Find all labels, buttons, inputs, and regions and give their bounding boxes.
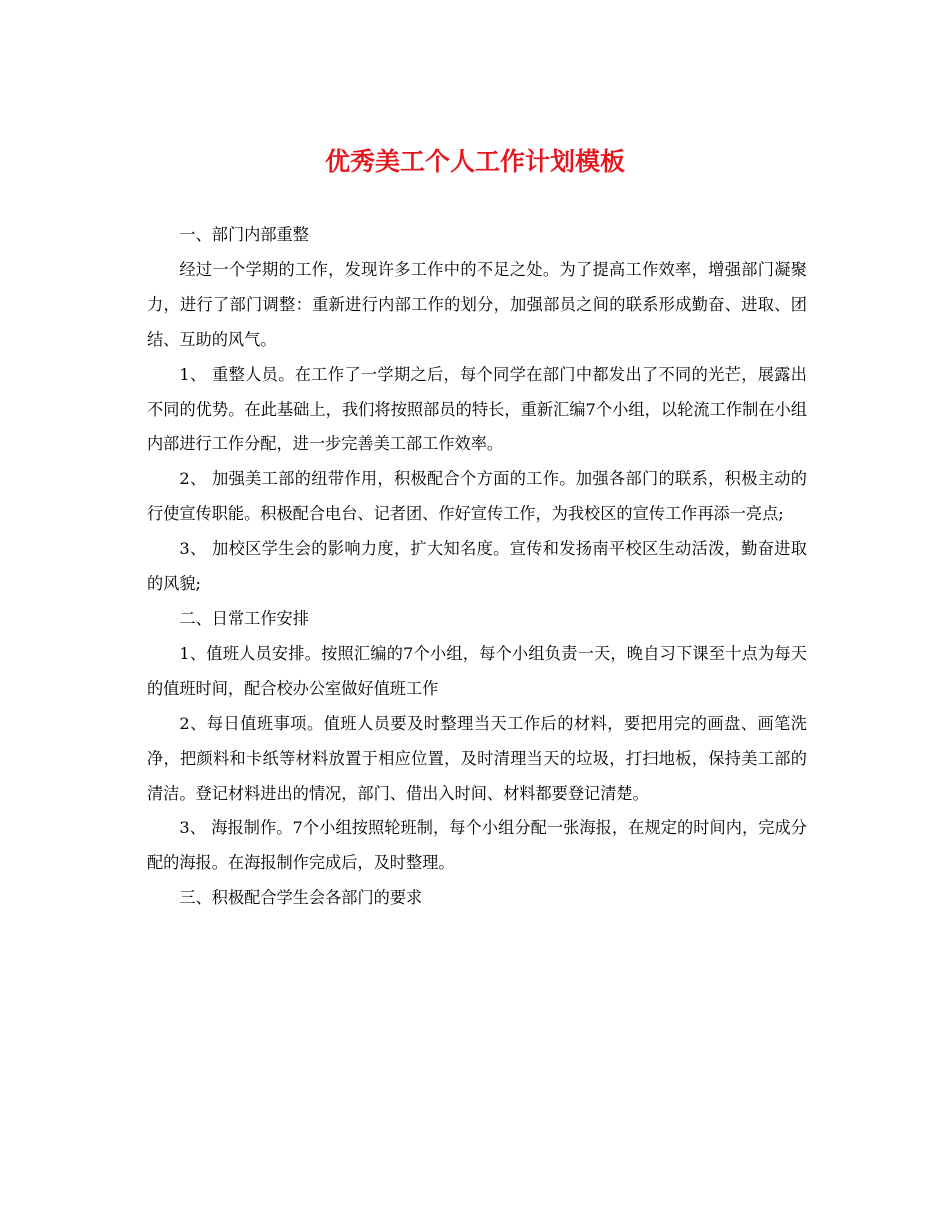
section-heading: 三、积极配合学生会各部门的要求: [179, 888, 423, 908]
document-title: 优秀美工个人工作计划模板: [324, 147, 625, 176]
section-heading: 二、日常工作安排: [179, 608, 309, 628]
list-item: 1、值班人员安排。按照汇编的7个小组，每个小组负责一天，晚自习下课至十点为每天的值班时间，配合校办公室做好值班工作: [147, 643, 807, 698]
document-body: [147, 218, 807, 916]
paragraph: 经过一个学期的工作，发现许多工作中的不足之处。为了提高工作效率，增强部门凝聚力，进行了部门调整：重新进行内部工作的划分，加强部员之间的联系形成勤奋、进取、团结、互助的风气。: [147, 259, 807, 349]
list-item: 3、 海报制作。7个小组按照轮班制，每个小组分配一张海报，在规定的时间内，完成分配的海报。在海报制作完成后，及时整理。: [147, 818, 807, 873]
section-heading: 一、部门内部重整: [179, 225, 309, 244]
list-item: 2、 加强美工部的纽带作用，积极配合个方面的工作。加强各部门的联系，积极主动的行使宣传职能。积极配合电台、记者团、作好宣传工作，为我校区的宣传工作再添一亮点;: [147, 469, 807, 524]
list-item: 2、每日值班事项。值班人员要及时整理当天工作后的材料，要把用完的画盘、画笔洗净，把颜料和卡纸等材料放置于相应位置，及时清理当天的垃圾，打扫地板，保持美工部的清洁。登记材料进出的情况，部门、借出入时间、材料都要登记清楚。: [147, 713, 807, 803]
list-item: 1、 重整人员。在工作了一学期之后，每个同学在部门中都发出了不同的光芒，展露出不同的优势。在此基础上，我们将按照部员的特长，重新汇编7个小组，以轮流工作制在小组内部进行工作分配，进一步完善美工部工作效率。: [147, 364, 807, 454]
list-item: 3、 加校区学生会的影响力度，扩大知名度。宣传和发扬南平校区生动活泼，勤奋进取的风貌;: [147, 539, 807, 594]
